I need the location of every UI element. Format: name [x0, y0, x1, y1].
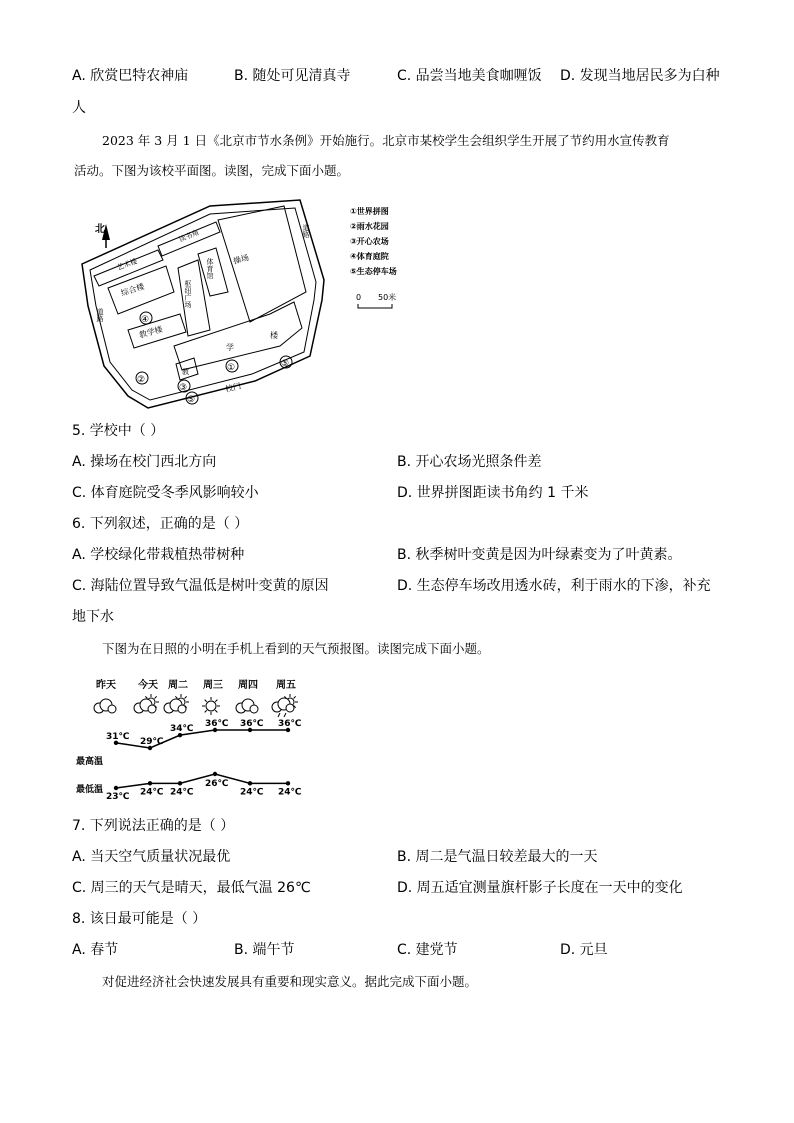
marker-5-south: ⑤ — [187, 395, 196, 405]
q7-option-d: D. 周五适宜测量旗杆影子长度在一天中的变化 — [397, 880, 683, 896]
marker-3: ③ — [179, 383, 188, 393]
road-west-label: 道路 — [96, 308, 104, 322]
low-temp-point-3 — [213, 772, 217, 776]
day-label-5: 周五 — [276, 680, 296, 691]
low-temp-label-4: 24℃ — [240, 787, 264, 798]
q4-option-d-continued: 人 — [72, 100, 86, 116]
q8-option-a: A. 春节 — [72, 942, 119, 958]
legend-item-3: ③开心农场 — [350, 237, 389, 246]
q4-option-a: A. 欣赏巴特农神庙 — [72, 68, 189, 84]
low-temp-axis-label: 最低温 — [76, 785, 104, 795]
teaching-building-label: 教学楼 — [138, 324, 164, 340]
low-temp-point-1 — [148, 781, 152, 785]
day-label-1: 今天 — [138, 680, 158, 691]
low-temp-label-2: 24℃ — [170, 787, 194, 798]
legend-item-1: ①世界拼图 — [350, 207, 389, 216]
legend-item-2: ②雨水花园 — [350, 222, 389, 231]
q7-option-a: A. 当天空气质量状况最优 — [72, 849, 231, 865]
reading-corner-label: 读书角 — [177, 228, 201, 244]
high-temp-label-2: 34℃ — [170, 724, 194, 735]
q7-option-c: C. 周三的天气是晴天，最低气温 26℃ — [72, 880, 311, 896]
q6-option-c: C. 海陆位置导致气温低是树叶变黄的原因 — [72, 578, 329, 594]
high-temp-label-1: 29℃ — [140, 737, 164, 747]
q6-option-a: A. 学校绿化带栽植热带树种 — [72, 547, 245, 563]
gate-label: 校门 — [224, 381, 243, 394]
q5-option-b: B. 开心农场光照条件差 — [397, 454, 542, 470]
intro-paragraph-line1: 2023 年 3 月 1 日《北京市节水条例》开始施行。北京市某校学生会组织学生开展了节约用水宣传教育 — [102, 133, 670, 148]
map-legend — [350, 206, 397, 276]
low-temp-point-5 — [286, 781, 290, 785]
q8-option-c: C. 建党节 — [397, 942, 458, 958]
cloudy-icon — [236, 699, 258, 713]
rain-drop — [284, 713, 286, 717]
high-temp-axis-label: 最高温 — [76, 757, 104, 767]
scale-zero: 0 — [356, 293, 362, 302]
weather-intro: 下图为在日照的小明在手机上看到的天气预报图。读图完成下面小题。 — [102, 641, 490, 656]
q6-stem: 6. 下列叙述，正确的是（ ） — [72, 516, 249, 532]
academic-building-char2: 楼 — [270, 331, 278, 340]
school-map — [70, 196, 430, 412]
day-label-0: 昨天 — [96, 680, 116, 691]
lab-building-label: 教 — [182, 368, 189, 376]
q5-option-c: C. 体育庭院受冬季风影响较小 — [72, 485, 259, 501]
low-temp-label-3: 26℃ — [205, 779, 229, 789]
low-temp-line — [116, 774, 288, 788]
scale-bar — [358, 304, 392, 308]
academic-building-char1: 学 — [226, 343, 234, 352]
north-label: 北 — [95, 224, 105, 235]
low-temp-label-0: 23℃ — [106, 792, 130, 802]
art-building-label: 艺术楼 — [115, 257, 139, 272]
low-temp-label-5: 24℃ — [278, 787, 302, 798]
sunny-icon — [202, 697, 220, 715]
q5-stem: 5. 学校中（ ） — [72, 423, 165, 439]
intro-paragraph-line2: 活动。下图为该校平面图。读图，完成下面小题。 — [74, 163, 350, 178]
q7-option-b: B. 周二是气温日较差最大的一天 — [397, 849, 598, 865]
high-temp-label-3: 36℃ — [205, 719, 229, 729]
playground-label: 操场 — [232, 253, 250, 266]
q8-stem: 8. 该日最可能是（ ） — [72, 911, 207, 927]
high-temp-label-5: 36℃ — [278, 719, 302, 729]
day-label-2: 周二 — [168, 680, 188, 691]
q8-option-b: B. 端午节 — [234, 942, 295, 958]
legend-item-4: ④体育庭院 — [350, 252, 389, 261]
low-temp-label-1: 24℃ — [140, 787, 164, 798]
marker-2: ② — [137, 375, 146, 385]
scale-label: 50米 — [378, 293, 397, 302]
q6-option-d-continued: 地下水 — [72, 609, 114, 625]
cloudy-icon — [94, 699, 116, 713]
q7-stem: 7. 下列说法正确的是（ ） — [72, 818, 235, 834]
marker-5-east: ⑤ — [281, 359, 290, 369]
q8-option-d: D. 元旦 — [560, 942, 608, 958]
low-temp-point-2 — [178, 781, 182, 785]
marker-4: ④ — [141, 315, 150, 325]
low-temp-point-4 — [248, 781, 252, 785]
q5-option-a: A. 操场在校门西北方向 — [72, 454, 217, 470]
high-temp-label-4: 36℃ — [240, 719, 264, 729]
legend-item-5: ⑤生态停车场 — [350, 267, 397, 276]
q4-option-d: D. 发现当地居民多为白种 — [560, 68, 720, 84]
q6-option-b: B. 秋季树叶变黄是因为叶绿素变为了叶黄素。 — [397, 547, 682, 563]
weather-forecast-chart — [70, 672, 330, 804]
marker-1: ① — [227, 363, 236, 373]
hub-plaza-label: 枢纽广场 — [184, 280, 192, 308]
q6-option-d: D. 生态停车场改用透水砖，利于雨水的下渗，补充 — [397, 578, 711, 594]
q4-option-b: B. 随处可见清真寺 — [234, 68, 351, 84]
gym-label: 体育馆 — [206, 258, 214, 279]
rain-drop — [278, 713, 280, 717]
q5-option-d: D. 世界拼图距读书角约 1 千米 — [397, 485, 589, 501]
complex-building-label: 综合楼 — [119, 281, 146, 298]
section-intro: 对促进经济社会快速发展具有重要和现实意义。据此完成下面小题。 — [102, 974, 478, 989]
day-label-4: 周四 — [238, 680, 258, 691]
high-temp-label-0: 31℃ — [106, 731, 130, 742]
day-label-3: 周三 — [203, 680, 223, 691]
low-temp-point-0 — [114, 786, 118, 790]
q4-option-c: C. 品尝当地美食咖喱饭 — [397, 68, 542, 84]
road-east-label: 道路 — [302, 224, 310, 238]
campus-boundary — [82, 200, 324, 408]
